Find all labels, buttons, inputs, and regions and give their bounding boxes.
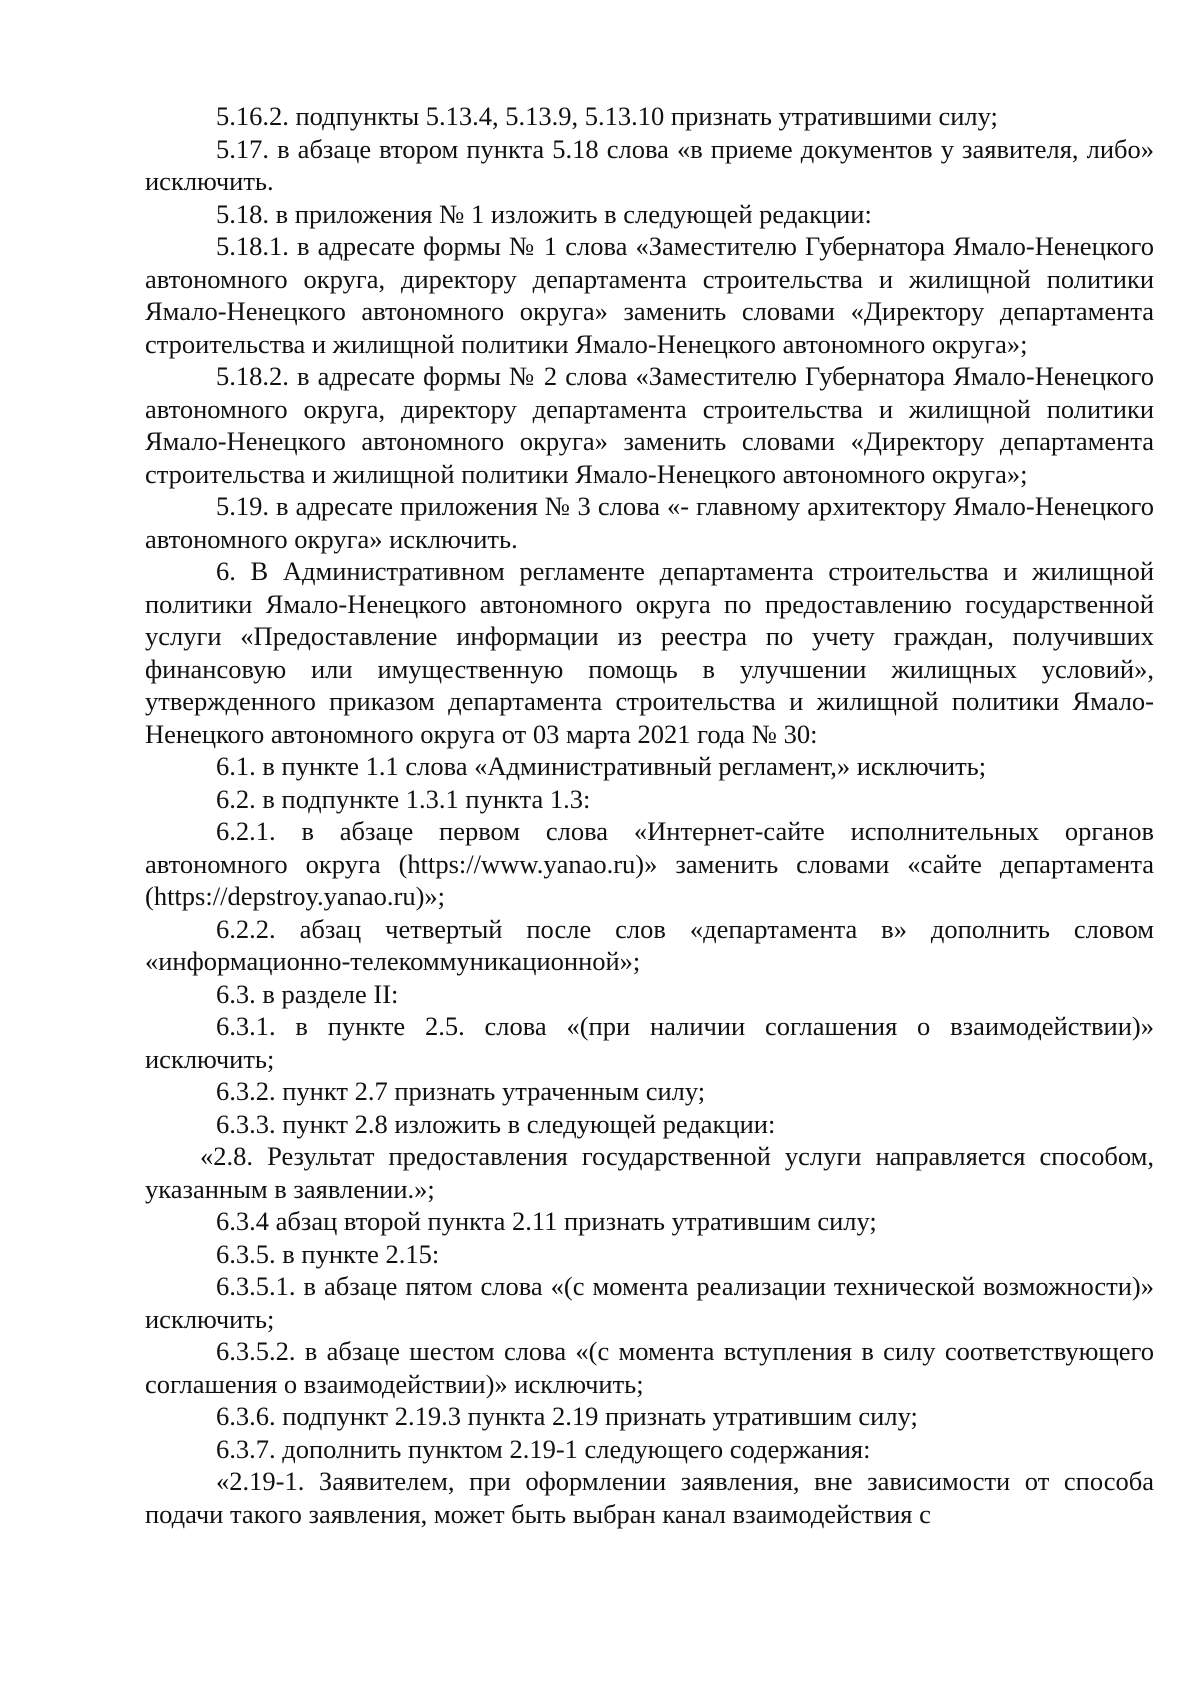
paragraph-6-2-1: 6.2.1. в абзаце первом слова «Интернет-сайте исполнительных органов автономного округа (https://www.yanao.ru)» заменить словами «сайте департамента (https://depstroy.yanao.ru)»; (145, 816, 1154, 911)
paragraph-6-3-4: 6.3.4 абзац второй пункта 2.11 признать утратившим силу; (216, 1206, 877, 1236)
paragraph-quote-2-8: «2.8. Результат предоставления государственной услуги направляется способом, указанным в заявлении.»; (145, 1141, 1154, 1204)
paragraph-6-3-2: 6.3.2. пункт 2.7 признать утраченным силу; (216, 1076, 706, 1106)
paragraph-6-3: 6.3. в разделе II: (216, 978, 399, 1009)
paragraph-6-1: 6.1. в пункте 1.1 слова «Административный регламент,» исключить; (216, 751, 987, 781)
paragraph-5-16-2: 5.16.2. подпункты 5.13.4, 5.13.9, 5.13.10 признать утратившими силу; (216, 101, 998, 131)
paragraph-6-3-5-2: 6.3.5.2. в абзаце шестом слова «(с момента вступления в силу соответствующего соглашения о взаимодействии)» исключить; (145, 1336, 1154, 1399)
paragraph-6-2: 6.2. в подпункте 1.3.1 пункта 1.3: (216, 783, 591, 814)
paragraph-6-3-1: 6.3.1. в пункте 2.5. слова «(при наличии соглашения о взаимодействии)» исключить; (145, 1011, 1154, 1074)
paragraph-5-18-2: 5.18.2. в адресате формы № 2 слова «Заместителю Губернатора Ямало-Ненецкого автономного округа, директору департамента строительства и жилищной политики Ямало-Ненецкого автономного округа» заменить словами «Директору департамента строительства и жилищной политики Ямало-Ненецкого автономного округа»; (145, 361, 1154, 489)
paragraph-5-18-1: 5.18.1. в адресате формы № 1 слова «Заместителю Губернатора Ямало-Ненецкого автономного округа, директору департамента строительства и жилищной политики Ямало-Ненецкого автономного округа» заменить словами «Директору департамента строительства и жилищной политики Ямало-Ненецкого автономного округа»; (145, 231, 1154, 359)
paragraph-5-17: 5.17. в абзаце втором пункта 5.18 слова «в приеме документов у заявителя, либо» исключить. (145, 133, 1154, 196)
paragraph-6-3-6: 6.3.6. подпункт 2.19.3 пункта 2.19 признать утратившим силу; (216, 1401, 918, 1431)
paragraph-5-19: 5.19. в адресате приложения № 3 слова «- главному архитектору Ямало-Ненецкого автономного округа» исключить. (145, 491, 1154, 554)
document-page (145, 100, 1154, 1530)
paragraph-6-3-5: 6.3.5. в пункте 2.15: (216, 1238, 440, 1269)
paragraph-6-3-5-1: 6.3.5.1. в абзаце пятом слова «(с момента реализации технической возможности)» исключить; (145, 1271, 1154, 1334)
paragraph-5-18: 5.18. в приложения № 1 изложить в следующей редакции: (216, 198, 872, 229)
paragraph-6: 6. В Административном регламенте департамента строительства и жилищной политики Ямало-Ненецкого автономного округа по предоставлению государственной услуги «Предоставление информации из реестра по учету граждан, получивших финансовую или имущественную помощь в улучшении жилищных условий», утвержденного приказом департамента строительства и жилищной политики Ямало-Ненецкого автономного округа от 03 марта 2021 года № 30: (145, 556, 1154, 749)
paragraph-6-3-3: 6.3.3. пункт 2.8 изложить в следующей редакции: (216, 1108, 776, 1139)
paragraph-6-3-7: 6.3.7. дополнить пунктом 2.19-1 следующего содержания: (216, 1433, 871, 1464)
paragraph-quote-2-19-1: «2.19-1. Заявителем, при оформлении заявления, вне зависимости от способа подачи такого заявления, может быть выбран канал взаимодействия с (145, 1466, 1154, 1529)
paragraph-6-2-2: 6.2.2. абзац четвертый после слов «департамента в» дополнить словом «информационно-телекоммуникационной»; (145, 913, 1154, 976)
